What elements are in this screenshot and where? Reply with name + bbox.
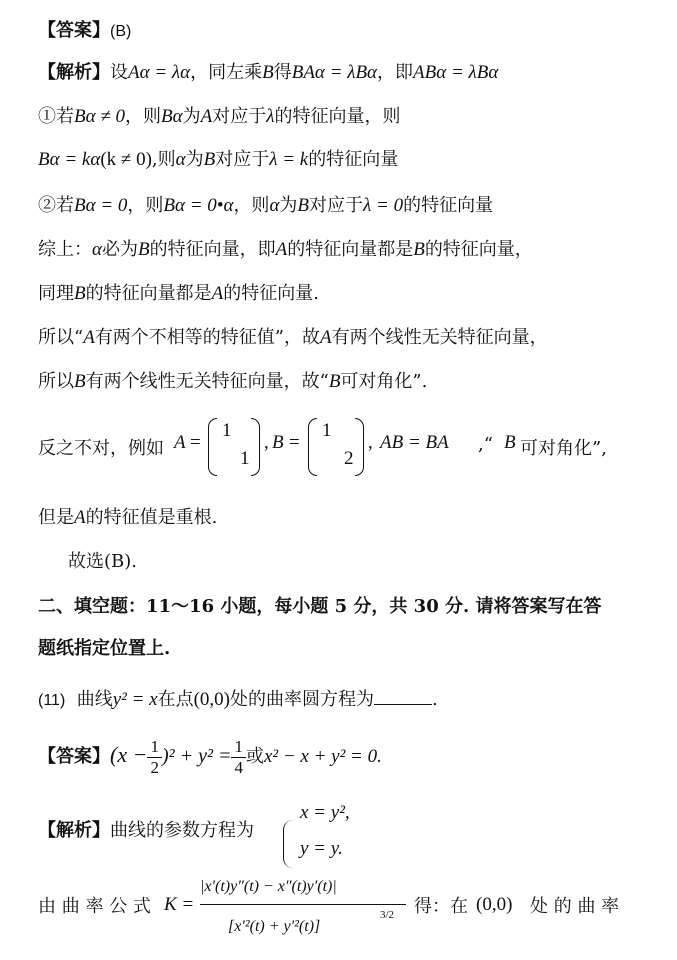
equation: y = y. xyxy=(300,838,343,859)
text: 得：在 xyxy=(414,896,468,917)
equation: (k ≠ 0) xyxy=(100,149,152,170)
symbol: B xyxy=(413,239,425,260)
q10-line10 xyxy=(38,505,667,531)
denominator: 2 xyxy=(147,757,162,778)
equation: Aα = λα xyxy=(128,62,191,83)
q10-conclusion xyxy=(68,549,667,575)
question-number: (11) xyxy=(38,692,66,709)
symbol: A xyxy=(174,432,186,453)
equation: Bα = kα xyxy=(38,149,101,170)
section-heading-2 xyxy=(38,636,667,662)
symbol: B xyxy=(262,62,274,83)
text: 曲线的参数方程为 xyxy=(110,820,254,841)
matrix-entry: 1 xyxy=(240,448,250,469)
symbol: A xyxy=(211,283,224,304)
text: 可对角化”. xyxy=(340,371,428,392)
text: 但是 xyxy=(38,507,74,528)
equals-sign: = xyxy=(289,432,300,453)
text: 处的曲率圆方程为 xyxy=(230,689,375,710)
text: 由 曲 率 公 式 xyxy=(38,896,151,917)
text: 必为 xyxy=(101,239,138,260)
symbol: A xyxy=(83,327,95,348)
comma: , xyxy=(368,432,373,453)
text: ，同左乘 xyxy=(190,62,263,83)
symbol: K = xyxy=(164,894,195,915)
fraction-quarter xyxy=(231,737,246,778)
text: 的特征向量，即 xyxy=(149,239,276,260)
symbol: B xyxy=(74,283,86,304)
text: 有两个线性无关特征向量， xyxy=(331,327,548,348)
point: (0,0) xyxy=(193,689,231,710)
equation: AB = BA xyxy=(380,432,449,453)
text: 的特征向量 xyxy=(403,195,494,216)
analysis-label: 【解析】 xyxy=(38,62,110,83)
section-heading-line1: 二、填空题：11～16 小题，每小题 5 分，共 30 分. 请将答案写在答 xyxy=(38,596,602,617)
symbol: α xyxy=(175,149,186,170)
q10-line5 xyxy=(38,237,667,263)
text: 所以 xyxy=(38,371,74,392)
analysis-label: 【解析】 xyxy=(38,820,110,841)
text: ①若 xyxy=(38,106,74,127)
symbol: A xyxy=(200,106,213,127)
text: 的特征向量，则 xyxy=(274,106,401,127)
q10-analysis-line1 xyxy=(38,60,667,86)
symbol: B xyxy=(297,195,310,216)
text: ，则 xyxy=(127,195,164,216)
text: 同理 xyxy=(38,283,74,304)
text: 为 xyxy=(279,195,298,216)
left-brace xyxy=(283,820,296,868)
equation: Bα = 0•α xyxy=(163,195,234,216)
text: 或 xyxy=(245,746,264,767)
equation: BAα = λBα xyxy=(291,62,378,83)
matrix-b xyxy=(308,418,364,474)
section-heading-line2: 题纸指定位置上. xyxy=(38,638,171,659)
equation: λ = k xyxy=(269,149,309,170)
answer-value: (B) xyxy=(110,23,132,40)
text: ,“ xyxy=(478,434,493,455)
q10-line3 xyxy=(38,147,667,173)
text: 在点 xyxy=(157,689,194,710)
point: (0,0) xyxy=(476,894,513,915)
symbol: B xyxy=(272,432,284,453)
equation: ABα = λBα xyxy=(413,62,499,83)
text: 故选(B). xyxy=(68,551,137,572)
equals-sign: = xyxy=(190,432,201,453)
text: . xyxy=(432,689,438,710)
numerator: 1 xyxy=(150,736,159,756)
symbol: B xyxy=(203,149,216,170)
text: 所以“ xyxy=(38,327,84,348)
text: ，则 xyxy=(125,106,162,127)
symbol: α xyxy=(92,239,102,260)
symbol: B xyxy=(328,371,341,392)
symbol: A xyxy=(74,507,86,528)
left-bracket xyxy=(308,418,317,476)
q11-stem xyxy=(38,686,667,714)
text: 为 xyxy=(185,149,204,170)
right-bracket xyxy=(355,418,364,476)
text: 对应于 xyxy=(309,195,364,216)
denominator: 4 xyxy=(231,757,246,778)
answer-label: 【答案】 xyxy=(38,20,110,41)
text: ,则 xyxy=(151,149,176,170)
symbol: A xyxy=(275,239,288,260)
equation: Bα = 0 xyxy=(74,195,128,216)
fraction-bar xyxy=(200,904,406,905)
text: 的特征向量， xyxy=(424,239,533,260)
text: 曲线 xyxy=(76,689,113,710)
text: ，即 xyxy=(377,62,414,83)
section-heading xyxy=(38,594,667,620)
text: 的特征向量. xyxy=(223,283,319,304)
q11-answer xyxy=(38,730,667,780)
denominator: [x′²(t) + y′²(t)] xyxy=(228,918,321,935)
text: 得 xyxy=(273,62,292,83)
text: 有两个线性无关特征向量，故“ xyxy=(85,371,329,392)
text: 设 xyxy=(110,62,128,83)
equation: y² = x xyxy=(112,689,158,710)
q10-line2 xyxy=(38,104,667,130)
q10-line9-matrices xyxy=(38,418,668,478)
matrix-entry: 2 xyxy=(344,448,354,469)
matrix-entry: 1 xyxy=(222,420,232,441)
text: 的特征向量 xyxy=(308,149,399,170)
q10-line8 xyxy=(38,369,667,395)
symbol: α xyxy=(269,195,280,216)
fraction-half xyxy=(147,737,162,778)
numerator: 1 xyxy=(234,736,243,756)
text: 为 xyxy=(182,106,201,127)
text: 的特征向量都是 xyxy=(85,283,212,304)
text: 的特征值是重根. xyxy=(85,507,218,528)
param-eq-2 xyxy=(300,836,667,862)
symbol: λ xyxy=(266,106,275,127)
numerator: |x′(t)y″(t) − x″(t)y′(t)| xyxy=(200,878,337,895)
comma: , xyxy=(264,432,269,453)
symbol: B xyxy=(137,239,150,260)
symbol: A xyxy=(320,327,332,348)
text: 的特征向量都是 xyxy=(287,239,414,260)
text: 对应于 xyxy=(215,149,270,170)
answer-label: 【答案】 xyxy=(38,746,110,767)
q10-answer-line xyxy=(38,18,667,45)
text: 有两个不相等的特征值”，故 xyxy=(94,327,321,348)
equation: λ = 0 xyxy=(363,195,404,216)
symbol: B xyxy=(504,432,516,453)
text: ，则 xyxy=(233,195,270,216)
q10-line4 xyxy=(38,193,667,219)
matrix-a xyxy=(208,418,260,474)
q11-curvature xyxy=(38,878,667,954)
symbol: B xyxy=(74,371,86,392)
equation: (x − xyxy=(110,742,148,767)
equation: x² − x + y² = 0. xyxy=(263,746,382,767)
text: ②若 xyxy=(38,195,74,216)
text: 可对角化”, xyxy=(520,438,607,459)
text: 对应于 xyxy=(212,106,267,127)
q10-line6 xyxy=(38,281,667,307)
q10-line7 xyxy=(38,325,667,351)
equation: )² + y² = xyxy=(161,745,232,767)
text: 反之不对，例如 xyxy=(38,438,164,459)
answer-blank xyxy=(374,686,432,705)
param-eq-1 xyxy=(300,800,667,826)
exponent: 3/2 xyxy=(380,909,395,921)
symbol: Bα xyxy=(161,106,183,127)
equation: Bα ≠ 0 xyxy=(74,106,126,127)
text: 综上： xyxy=(38,239,92,260)
equation: x = y², xyxy=(300,802,350,823)
right-bracket xyxy=(251,418,260,476)
text: 处 的 曲 率 xyxy=(530,896,620,917)
matrix-entry: 1 xyxy=(322,420,332,441)
left-bracket xyxy=(208,418,217,476)
